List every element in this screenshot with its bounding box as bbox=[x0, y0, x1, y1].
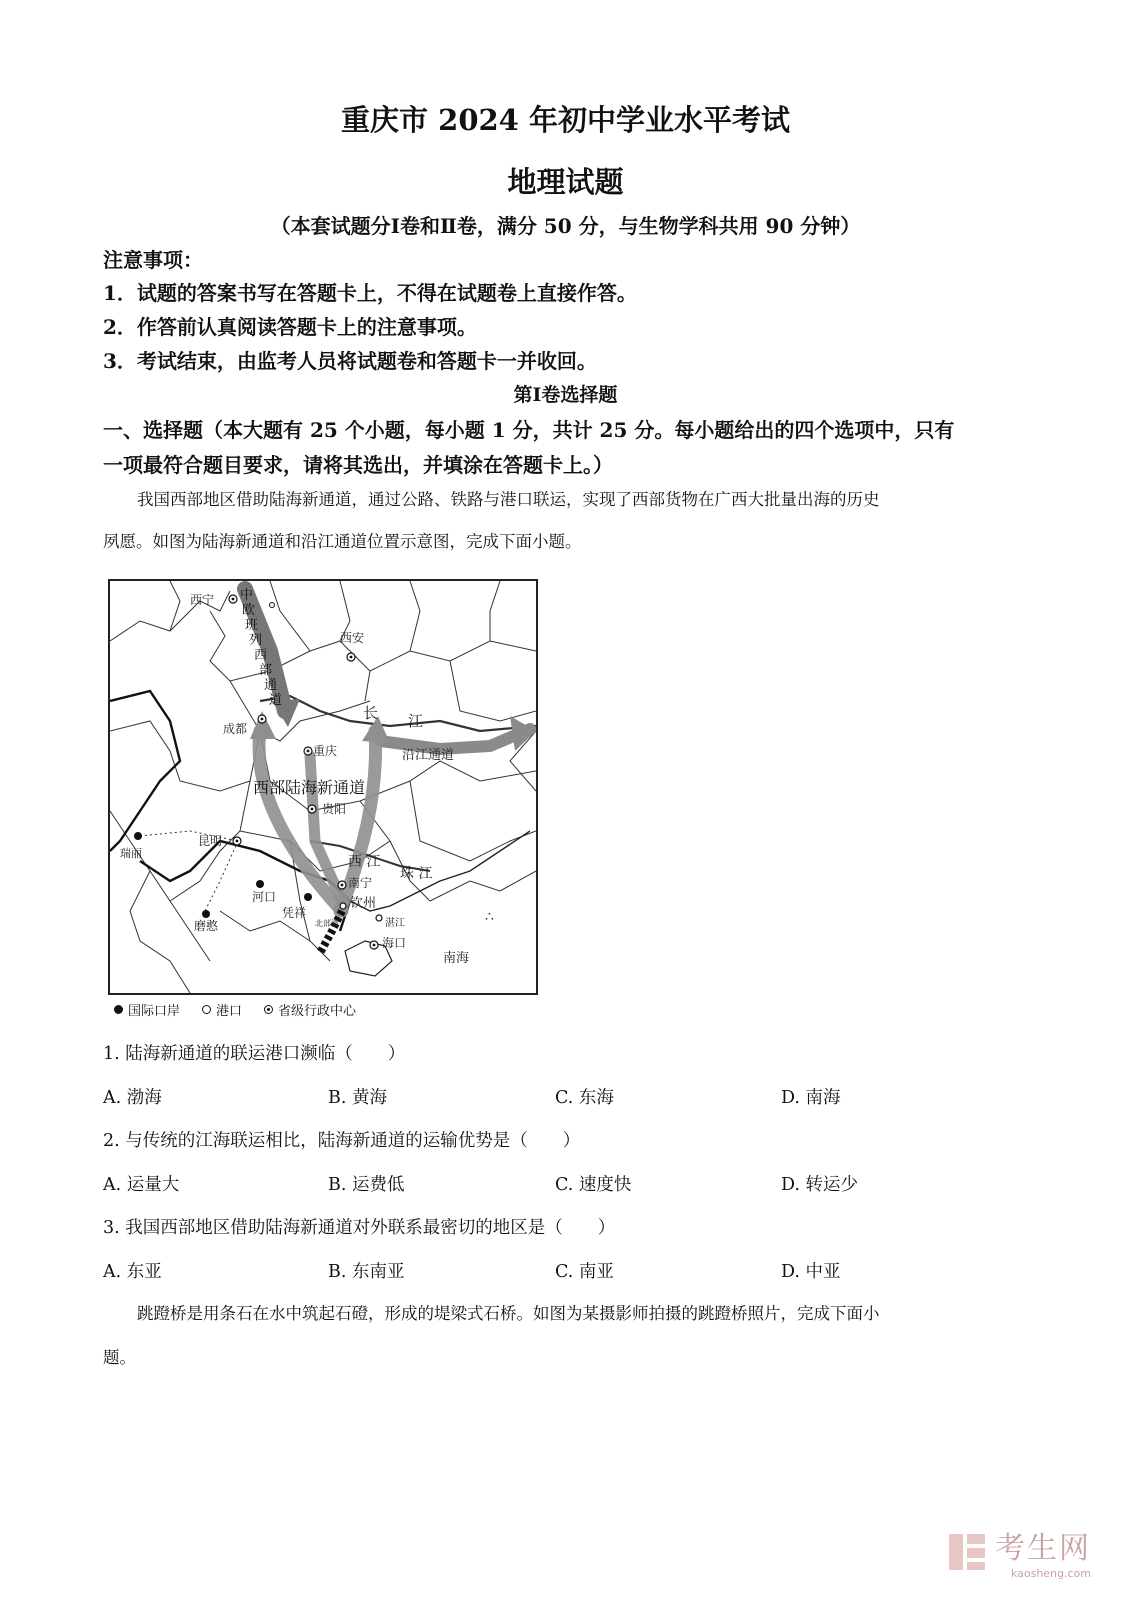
passage1-line2: 夙愿。如图为陆海新通道和沿江通道位置示意图，完成下面小题。 bbox=[103, 532, 582, 551]
map-legend bbox=[114, 1000, 356, 1019]
label-ruili: 瑞丽 bbox=[120, 847, 142, 860]
watermark-logo-icon bbox=[947, 1532, 987, 1572]
marker-xian-center bbox=[350, 656, 353, 659]
china-europe-char-3: 班 bbox=[245, 618, 259, 633]
section-instruction-line2: 一项最符合题目要求，请将其选出，并填涂在答题卡上。） bbox=[103, 453, 613, 477]
question-3-option-c: C. 南亚 bbox=[555, 1262, 614, 1282]
label-hekou: 河口 bbox=[252, 890, 277, 904]
label-qinzhou: 钦州 bbox=[350, 896, 377, 911]
watermark-text: 考生网 bbox=[995, 1531, 1091, 1566]
question-1-option-a: A. 渤海 bbox=[103, 1088, 162, 1108]
label-zhujiang: 珠 江 bbox=[400, 866, 433, 882]
watermark-url: kaosheng.com bbox=[1010, 1567, 1091, 1580]
marker-qinzhou bbox=[340, 903, 346, 909]
china-europe-char-2: 欧 bbox=[242, 603, 256, 618]
question-1-option-d: D. 南海 bbox=[781, 1088, 841, 1108]
label-xijiang: 西 江 bbox=[348, 854, 381, 870]
question-2-option-a: A. 运量大 bbox=[103, 1175, 180, 1195]
question-2-stem: 2. 与传统的江海联运相比，陆海新通道的运输优势是（ ） bbox=[103, 1131, 581, 1151]
label-yanjiang: 沿江通道 bbox=[402, 748, 455, 763]
marker-chongqing-center bbox=[307, 750, 310, 753]
railway-ruili bbox=[140, 831, 238, 841]
label-haikou: 海口 bbox=[382, 936, 407, 950]
china-europe-char-4: 列 bbox=[249, 633, 263, 648]
passage2-line2: 题。 bbox=[103, 1348, 136, 1367]
question-3-stem: 3. 我国西部地区借助陆海新通道对外联系最密切的地区是（ ） bbox=[103, 1218, 616, 1238]
notice-item-2: 2．作答前认真阅读答题卡上的注意事项。 bbox=[103, 315, 477, 339]
china-europe-char-1: 中 bbox=[240, 588, 254, 603]
marker-chengdu-center bbox=[261, 718, 264, 721]
legend-filled-dot-icon bbox=[114, 1005, 123, 1014]
exam-subtitle: （本套试题分Ⅰ卷和Ⅱ卷，满分 50 分，与生物学科共用 90 分钟） bbox=[270, 214, 861, 238]
question-3-option-a: A. 东亚 bbox=[103, 1262, 162, 1282]
label-xian: 西安 bbox=[340, 631, 365, 645]
marker-kunming-center bbox=[236, 840, 239, 843]
label-guiyang: 贵阳 bbox=[322, 802, 347, 816]
section-title: 第Ⅰ卷选择题 bbox=[513, 384, 618, 406]
legend-capital-label: 省级行政中心 bbox=[278, 1004, 357, 1019]
marker-nanning-center bbox=[341, 884, 344, 887]
question-2-option-c: C. 速度快 bbox=[555, 1175, 632, 1195]
marker-pingxiang bbox=[304, 893, 312, 901]
label-beibuwan: 北部湾 bbox=[315, 919, 339, 928]
marker-mohan bbox=[202, 910, 210, 918]
marker-guiyang-center bbox=[311, 808, 314, 811]
label-chengdu: 成都 bbox=[223, 722, 248, 736]
label-nanhai: 南海 bbox=[443, 951, 470, 966]
label-xining: 西宁 bbox=[190, 593, 215, 607]
question-3-option-b: B. 东南亚 bbox=[328, 1262, 405, 1282]
label-zhanjiang: 湛江 bbox=[385, 918, 405, 929]
question-2-option-b: B. 运费低 bbox=[328, 1175, 405, 1195]
label-land-sea-corridor: 西部陆海新通道 bbox=[253, 778, 366, 797]
exam-title: 重庆市 2024 年初中学业水平考试 bbox=[341, 103, 790, 137]
marker-lanzhou bbox=[270, 603, 275, 608]
label-nanning: 南宁 bbox=[348, 876, 373, 890]
china-europe-char-6: 部 bbox=[259, 663, 273, 678]
notice-heading: 注意事项： bbox=[103, 248, 203, 272]
coastline bbox=[350, 831, 530, 911]
legend-port bbox=[202, 1000, 242, 1019]
legend-capital bbox=[264, 1000, 356, 1019]
marker-haikou-center bbox=[373, 944, 376, 947]
map-svg bbox=[110, 581, 536, 993]
question-1-option-b: B. 黄海 bbox=[328, 1088, 387, 1108]
notice-item-1: 1．试题的答案书写在答题卡上，不得在试题卷上直接作答。 bbox=[103, 281, 637, 305]
legend-port-label: 港口 bbox=[216, 1004, 243, 1019]
legend-target-dot-icon bbox=[264, 1005, 273, 1014]
watermark bbox=[947, 1523, 1091, 1580]
label-kunming: 昆明 bbox=[198, 834, 223, 848]
china-europe-char-7: 通 bbox=[264, 678, 278, 693]
marker-ruili bbox=[134, 832, 142, 840]
question-1-option-c: C. 东海 bbox=[555, 1088, 614, 1108]
china-europe-char-5: 西 bbox=[254, 648, 268, 663]
question-3-option-d: D. 中亚 bbox=[781, 1262, 841, 1282]
sea-dots: ∴ bbox=[485, 909, 494, 925]
label-changjiang-1: 长 bbox=[363, 704, 379, 722]
yangtze-river bbox=[260, 696, 536, 731]
marker-xining-center bbox=[232, 598, 235, 601]
passage1-line1: 我国西部地区借助陆海新通道，通过公路、铁路与港口联运，实现了西部货物在广西大批量出海的历史 bbox=[137, 490, 880, 509]
subject-title: 地理试题 bbox=[507, 165, 624, 199]
label-pingxiang: 凭祥 bbox=[282, 906, 307, 920]
passage2-line1: 跳蹬桥是用条石在水中筑起石磴，形成的堤梁式石桥。如图为某摄影师拍摄的跳蹬桥照片，完成下面小 bbox=[137, 1304, 880, 1323]
china-europe-char-8: 道 bbox=[269, 693, 283, 708]
question-2-option-d: D. 转运少 bbox=[781, 1175, 859, 1195]
marker-zhanjiang bbox=[376, 915, 382, 921]
yanjiang-corridor bbox=[380, 729, 530, 749]
section-instruction-line1: 一、选择题（本大题有 25 个小题，每小题 1 分，共计 25 分。每小题给出的四个选项中，只有 bbox=[103, 418, 955, 442]
question-1-stem: 1. 陆海新通道的联运港口濒临（ ） bbox=[103, 1044, 406, 1064]
label-mohan: 磨憨 bbox=[194, 919, 219, 933]
label-changjiang-2: 江 bbox=[408, 712, 424, 730]
legend-international-port bbox=[114, 1000, 180, 1019]
legend-international-port-label: 国际口岸 bbox=[128, 1004, 181, 1019]
marker-hekou bbox=[256, 880, 264, 888]
sea-lane bbox=[320, 911, 342, 953]
label-chongqing: 重庆 bbox=[313, 744, 338, 758]
corridor-map bbox=[108, 579, 538, 995]
legend-hollow-dot-icon bbox=[202, 1005, 211, 1014]
notice-item-3: 3．考试结束，由监考人员将试题卷和答题卡一并收回。 bbox=[103, 349, 597, 373]
